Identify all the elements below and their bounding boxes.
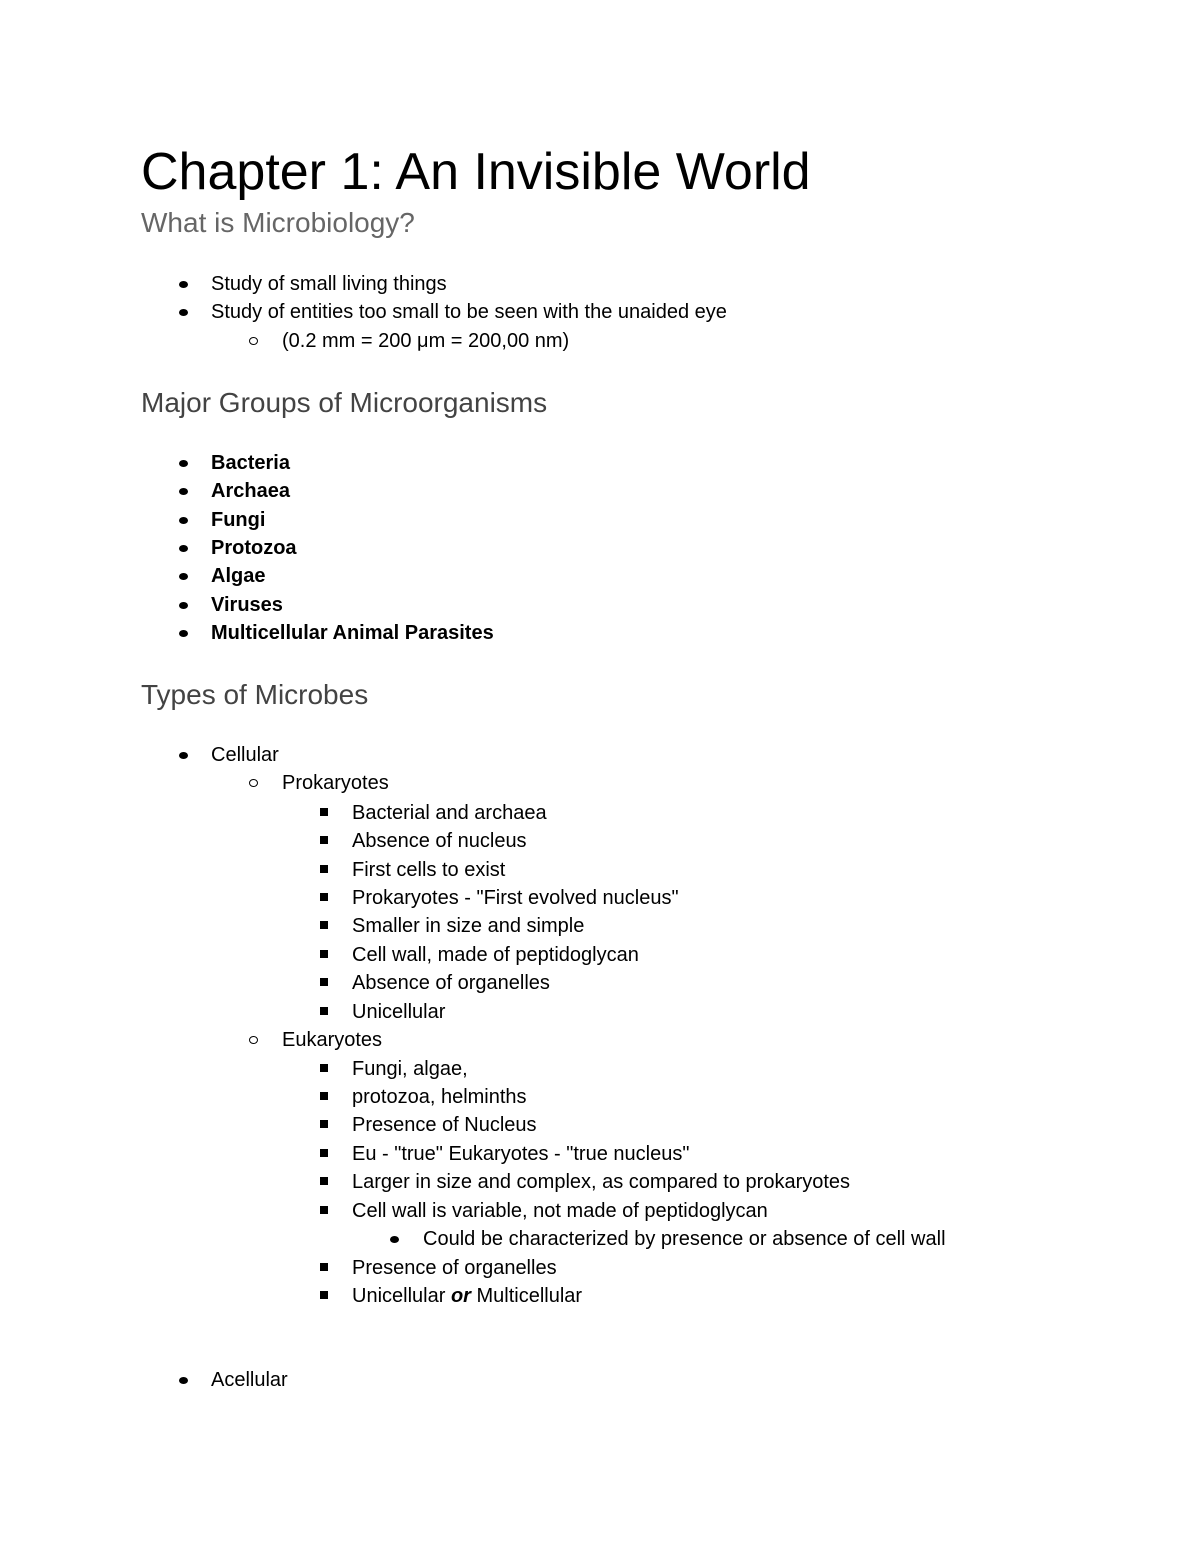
list-item: Unicellular: [352, 1001, 446, 1023]
list-item: Smaller in size and simple: [352, 915, 585, 937]
square-bullet-icon: [320, 1120, 328, 1128]
disc-bullet-icon: [179, 517, 188, 524]
list-item: Larger in size and complex, as compared to prokaryotes: [352, 1171, 851, 1193]
disc-bullet-icon: [179, 460, 188, 467]
square-bullet-icon: [320, 1149, 328, 1157]
square-bullet-icon: [320, 921, 328, 929]
list-item: (0.2 mm = 200 μm = 200,00 nm): [282, 330, 570, 352]
list-item: Bacterial and archaea: [352, 802, 547, 824]
list-item: Study of entities too small to be seen with the unaided eye: [211, 301, 727, 323]
list-item: Absence of nucleus: [352, 830, 527, 852]
square-bullet-icon: [320, 950, 328, 958]
list-item: Protozoa: [211, 537, 297, 559]
list-item: Multicellular Animal Parasites: [211, 622, 494, 644]
list-item: Presence of organelles: [352, 1257, 557, 1279]
square-bullet-icon: [320, 808, 328, 816]
cell-count-connector: or: [450, 1285, 471, 1307]
list-item-prokaryotes: Prokaryotes: [282, 772, 389, 794]
circle-bullet-icon: [249, 779, 258, 787]
square-bullet-icon: [320, 1007, 328, 1015]
list-item: Fungi: [211, 509, 266, 531]
square-bullet-icon: [320, 1177, 328, 1185]
disc-bullet-icon: [179, 309, 188, 316]
square-bullet-icon: [320, 1092, 328, 1100]
disc-bullet-icon: [179, 281, 188, 288]
square-bullet-icon: [320, 978, 328, 986]
disc-bullet-icon: [179, 488, 188, 495]
list-item: Study of small living things: [211, 273, 447, 295]
list-item: Algae: [211, 565, 266, 587]
list-item-cell-count: [352, 1284, 582, 1308]
square-bullet-icon: [320, 1064, 328, 1072]
list-item: Could be characterized by presence or absence of cell wall: [423, 1228, 946, 1250]
list-item: Bacteria: [211, 452, 290, 474]
list-item: Fungi, algae,: [352, 1058, 468, 1080]
disc-bullet-icon: [179, 602, 188, 609]
list-item: Eu - "true" Eukaryotes - "true nucleus": [352, 1143, 690, 1165]
list-item: Cell wall is variable, not made of peptidoglycan: [352, 1200, 768, 1222]
list-item: Prokaryotes - "First evolved nucleus": [352, 887, 679, 909]
disc-bullet-icon: [179, 1377, 188, 1384]
square-bullet-icon: [320, 893, 328, 901]
types-heading: Types of Microbes: [141, 679, 369, 710]
list-item: Viruses: [211, 594, 283, 616]
disc-bullet-icon: [390, 1236, 399, 1243]
list-item: protozoa, helminths: [352, 1086, 527, 1108]
page-title: Chapter 1: An Invisible World: [141, 143, 811, 201]
list-item: Presence of Nucleus: [352, 1114, 537, 1136]
square-bullet-icon: [320, 1263, 328, 1271]
circle-bullet-icon: [249, 1036, 258, 1044]
cell-count-before: Unicellular: [352, 1285, 451, 1307]
disc-bullet-icon: [179, 573, 188, 580]
list-item: Absence of organelles: [352, 972, 550, 994]
list-item: First cells to exist: [352, 859, 506, 881]
square-bullet-icon: [320, 865, 328, 873]
square-bullet-icon: [320, 1291, 328, 1299]
list-item: Archaea: [211, 480, 290, 502]
circle-bullet-icon: [249, 337, 258, 345]
list-item-cellular: Cellular: [211, 744, 279, 766]
page-subtitle: What is Microbiology?: [141, 207, 415, 238]
square-bullet-icon: [320, 1206, 328, 1214]
disc-bullet-icon: [179, 545, 188, 552]
groups-heading: Major Groups of Microorganisms: [141, 387, 548, 418]
list-item: Cell wall, made of peptidoglycan: [352, 944, 639, 966]
square-bullet-icon: [320, 836, 328, 844]
list-item-eukaryotes: Eukaryotes: [282, 1029, 383, 1051]
cell-count-after: Multicellular: [470, 1285, 583, 1307]
list-item-acellular: Acellular: [211, 1369, 288, 1391]
disc-bullet-icon: [179, 630, 188, 637]
disc-bullet-icon: [179, 752, 188, 759]
